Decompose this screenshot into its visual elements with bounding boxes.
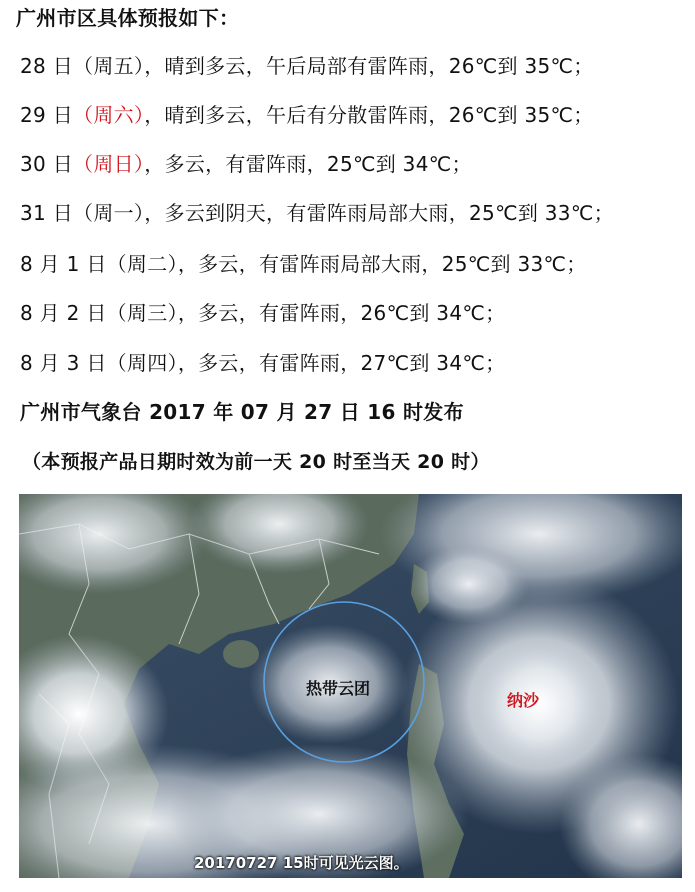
forecast-weekday: （周五）: [73, 54, 145, 78]
forecast-desc: ，多云，有雷阵雨，26℃到 34℃；: [177, 301, 506, 325]
forecast-heading: 广州市区具体预报如下：: [16, 6, 240, 30]
forecast-desc: ，晴到多云，午后有分散雷阵雨，26℃到 35℃；: [144, 103, 594, 127]
forecast-date: 31 日: [20, 201, 74, 225]
forecast-desc: ，多云，有雷阵雨，25℃到 34℃；: [144, 152, 472, 176]
forecast-desc: ，晴到多云，午后局部有雷阵雨，26℃到 35℃；: [144, 54, 594, 78]
forecast-weekday: （周四）: [106, 351, 178, 375]
forecast-line: [20, 250, 587, 278]
forecast-date: 8 月 3 日: [20, 351, 107, 375]
forecast-weekday: （周二）: [106, 252, 178, 276]
forecast-line: [20, 349, 505, 377]
cloud-cluster-label: 热带云团: [306, 679, 371, 698]
issuer-line: 广州市气象台 2017 年 07 月 27 日 16 时发布: [20, 400, 464, 424]
forecast-weekday: （周三）: [106, 301, 178, 325]
forecast-desc: ，多云到阴天，有雷阵雨局部大雨，25℃到 33℃；: [144, 201, 614, 225]
forecast-desc: ，多云，有雷阵雨局部大雨，25℃到 33℃；: [177, 252, 587, 276]
forecast-weekday: （周六）: [73, 103, 145, 127]
forecast-date: 8 月 1 日: [20, 252, 107, 276]
satellite-caption: 20170727 15时可见光云图。: [194, 854, 409, 872]
forecast-date: 28 日: [20, 54, 74, 78]
forecast-line: [20, 199, 614, 227]
forecast-line: [20, 101, 594, 129]
forecast-date: 29 日: [20, 103, 74, 127]
forecast-date: 8 月 2 日: [20, 301, 107, 325]
typhoon-label: 纳沙: [507, 691, 540, 710]
forecast-weekday: （周一）: [73, 201, 145, 225]
forecast-line: [20, 52, 594, 80]
satellite-image: [19, 494, 682, 878]
forecast-desc: ，多云，有雷阵雨，27℃到 34℃；: [177, 351, 506, 375]
forecast-weekday: （周日）: [73, 152, 145, 176]
forecast-line: [20, 299, 505, 327]
validity-note: （本预报产品日期时效为前一天 20 时至当天 20 时）: [22, 451, 490, 473]
forecast-date: 30 日: [20, 152, 74, 176]
forecast-line: [20, 150, 472, 178]
